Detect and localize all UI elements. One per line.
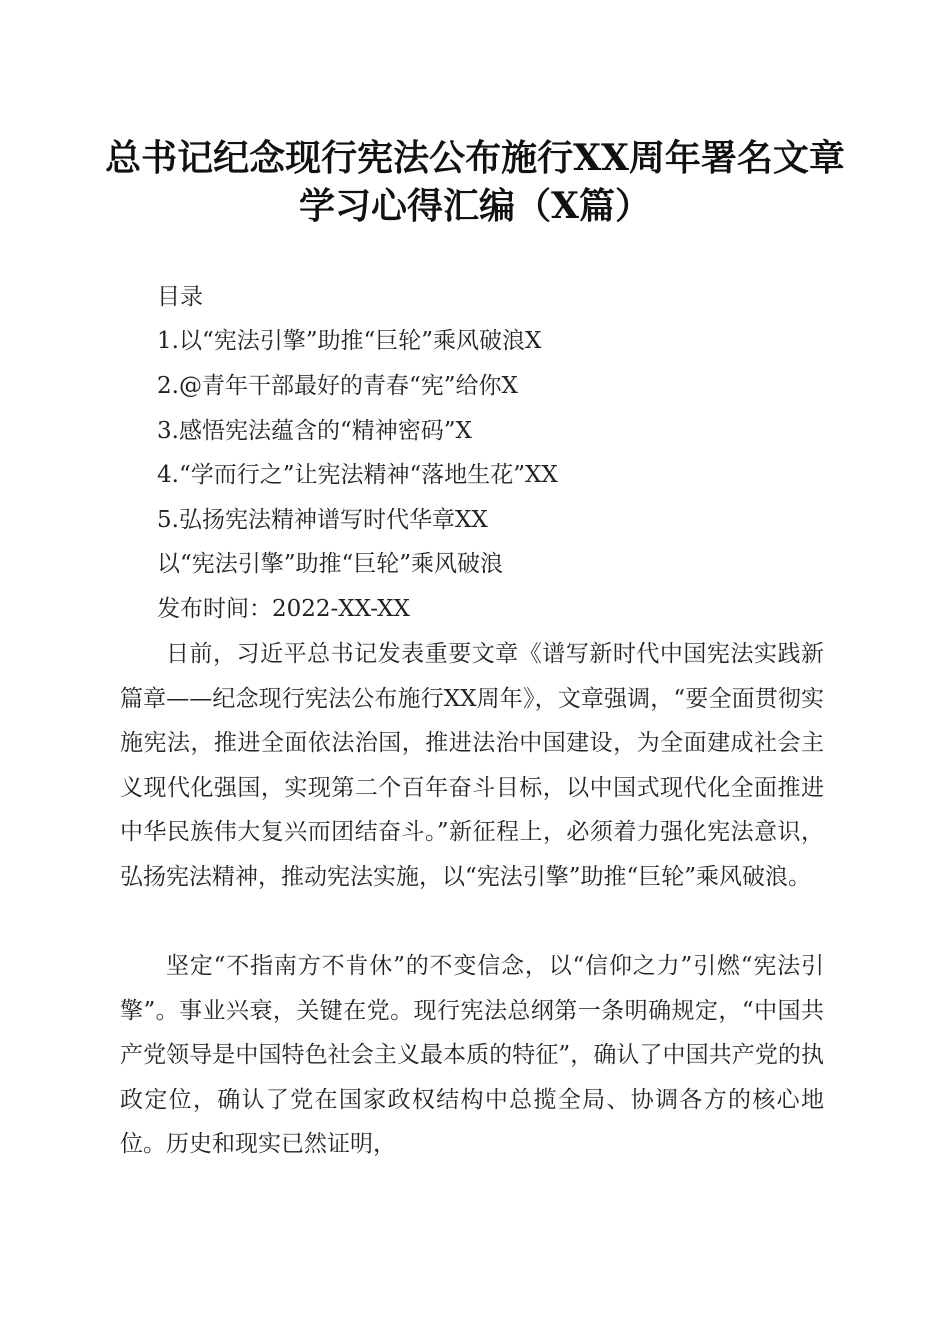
toc-heading: 目录 [157, 284, 203, 310]
article-title: 以“宪法引擎”助推“巨轮”乘风破浪 [157, 551, 504, 577]
toc-item-5: 5.弘扬宪法精神谱写时代华章XX [157, 507, 488, 533]
toc-item-3: 3.感悟宪法蕴含的“精神密码”X [157, 418, 472, 444]
toc-item-4: 4.“学而行之”让宪法精神“落地生花”XX [157, 462, 558, 488]
document-title: 总书记纪念现行宪法公布施行XX周年署名文章学习心得汇编（X篇） [105, 137, 845, 227]
paragraph-1: 日前，习近平总书记发表重要文章《谱写新时代中国宪法实践新篇章——纪念现行宪法公布施行XX周年》，文章强调，“要全面贯彻实施宪法，推进全面依法治国，推进法治中国建设，为全面建成社会主义现代化强国，实现第二个百年奋斗目标，以中国式现代化全面推进中华民族伟大复兴而团结奋斗。”新征程上，必须着力强化宪法意识，弘扬宪法精神，推动宪法实施，以“宪法引擎”助推“巨轮”乘风破浪。 [120, 641, 824, 890]
toc-item-1: 1.以“宪法引擎”助推“巨轮”乘风破浪X [157, 328, 542, 354]
paragraph-2: 坚定“不指南方不肯休”的不变信念，以“信仰之力”引燃“宪法引擎”。事业兴衰，关键在党。现行宪法总纲第一条明确规定，“中国共产党领导是中国特色社会主义最本质的特征”，确认了中国共产党的执政定位，确认了党在国家政权结构中总揽全局、协调各方的核心地位。历史和现实已然证明， [120, 953, 824, 1157]
publish-time: 发布时间：2022-XX-XX [157, 596, 410, 622]
toc-item-2: 2.@青年干部最好的青春“宪”给你X [157, 373, 518, 399]
